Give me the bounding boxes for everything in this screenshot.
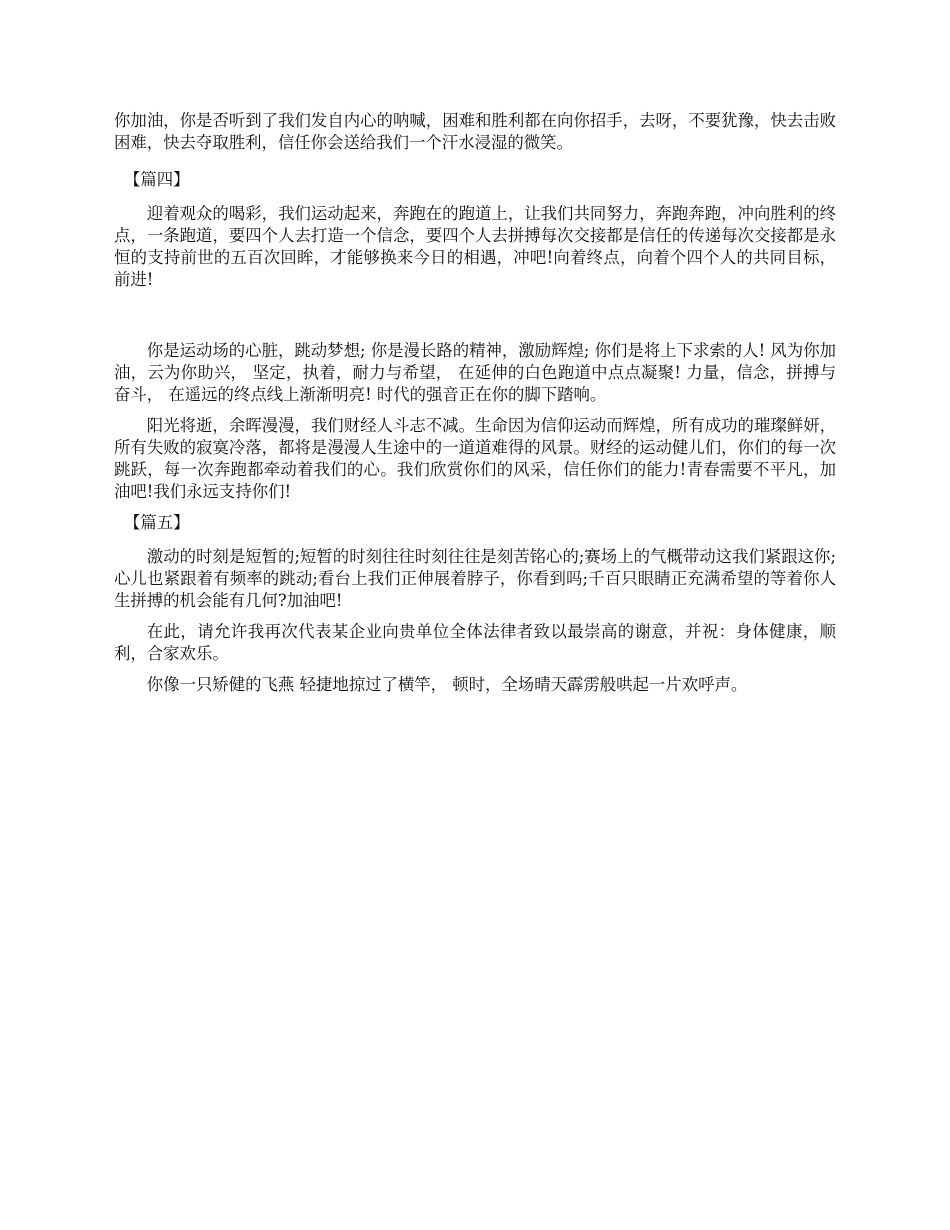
paragraph-3: 你是运动场的心脏，跳动梦想; 你是漫长路的精神，激励辉煌; 你们是将上下求索的人! 风为你加油，云为你助兴， 坚定，执着，耐力与希望， 在延伸的白色跑道中点点凝聚! 力量，信念，拼搏与奋斗， 在遥远的终点线上渐渐明亮! 时代的强音正在你的脚下踏响。	[114, 341, 836, 404]
document-page	[114, 110, 836, 705]
paragraph-7: 你像一只矫健的飞燕 轻捷地掠过了横竿， 顿时，全场晴天霹雳般哄起一片欢呼声。	[146, 675, 748, 694]
paragraph-4: 阳光将逝，余晖漫漫，我们财经人斗志不减。生命因为信仰运动而辉煌，所有成功的璀璨鲜妍，所有失败的寂寞冷落，都将是漫漫人生途中的一道道难得的风景。财经的运动健儿们，你们的每一次跳跃，每一次奔跑都牵动着我们的心。我们欣赏你们的风采，信任你们的能力!青春需要不平凡，加油吧!我们永远支持你们!	[114, 416, 836, 501]
section-gap	[114, 300, 836, 340]
paragraph-2: 迎着观众的喝彩，我们运动起来，奔跑在的跑道上，让我们共同努力，奔跑奔跑，冲向胜利的终点，一条跑道，要四个人去打造一个信念，要四个人去拼搏每次交接都是信任的传递每次交接都是永恒的支持前世的五百次回眸，才能够换来今日的相遇，冲吧!向着终点，向着个四个人的共同目标，前进!	[114, 204, 836, 289]
section-heading-4: 【篇四】	[124, 170, 190, 189]
section-heading-5: 【篇五】	[124, 513, 190, 532]
paragraph-6: 在此，请允许我再次代表某企业向贵单位全体法律者致以最崇高的谢意，并祝：身体健康，顺利，合家欢乐。	[114, 622, 836, 663]
paragraph-5: 激动的时刻是短暂的;短暂的时刻往往时刻往往是刻苦铭心的;赛场上的气概带动这我们紧跟这你;心儿也紧跟着有频率的跳动;看台上我们正伸展着脖子，你看到吗;千百只眼睛正充满希望的等着你人生拼搏的机会能有几何?加油吧!	[114, 547, 836, 610]
paragraph-1: 你加油，你是否听到了我们发自内心的呐喊，困难和胜利都在向你招手，去呀，不要犹豫，快去击败困难，快去夺取胜利，信任你会送给我们一个汗水浸湿的微笑。	[114, 111, 836, 152]
